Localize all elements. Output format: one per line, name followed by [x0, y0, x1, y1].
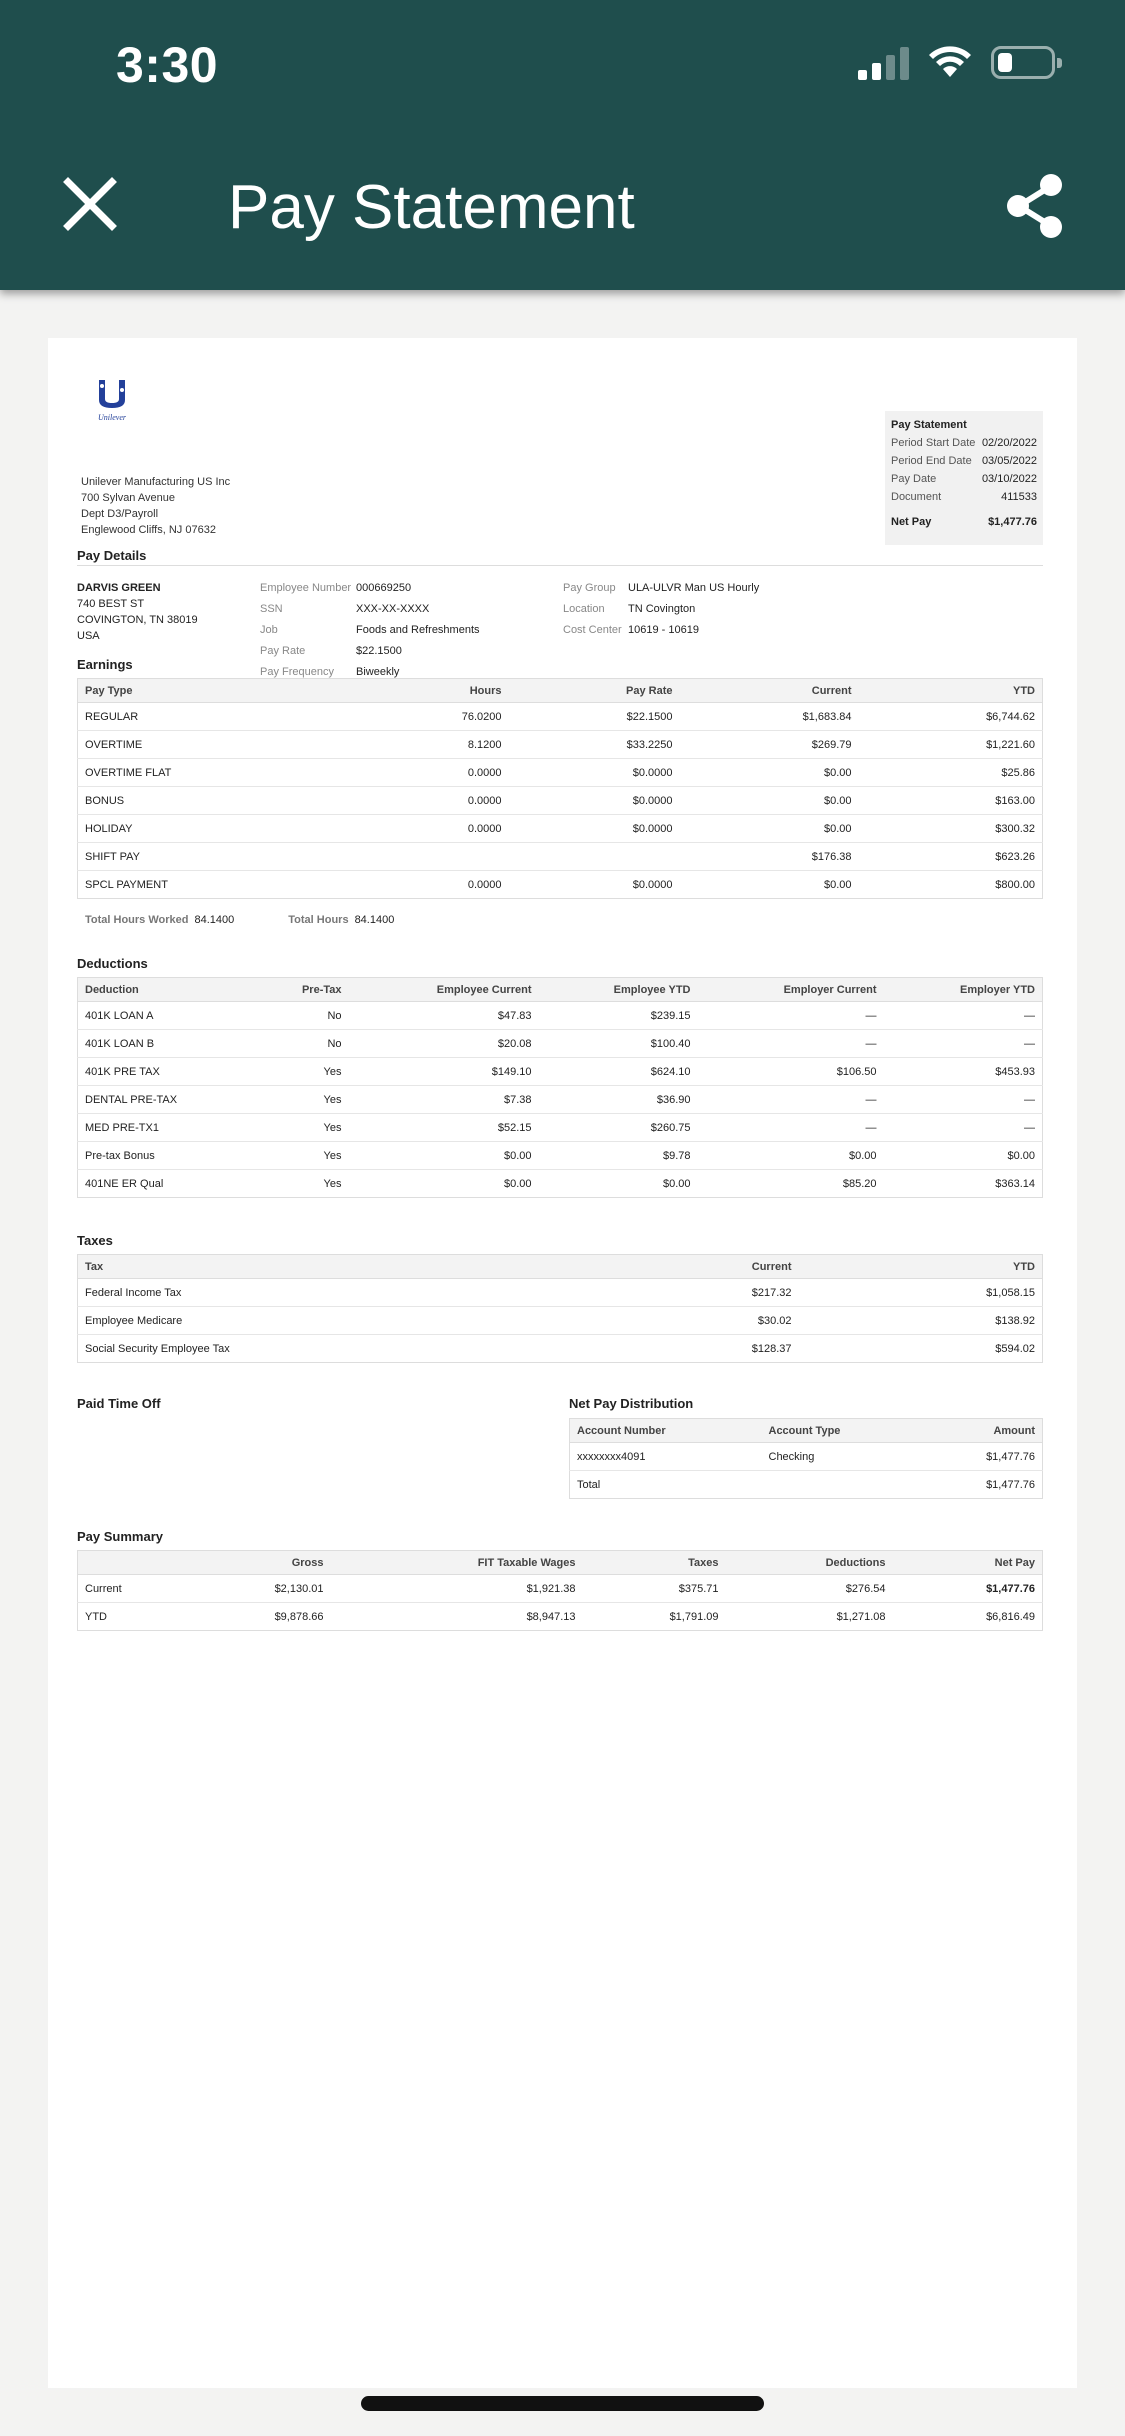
app-header: [0, 0, 1125, 290]
battery-icon: [991, 46, 1055, 79]
table-row: OVERTIME FLAT 0.0000 $0.0000 $0.00 $25.86: [78, 759, 1043, 787]
table-row: SPCL PAYMENT 0.0000 $0.0000 $0.00 $800.00: [85, 878, 1035, 891]
taxes-table: Tax Current YTD Federal Income Tax $217.32 $1,058.15 Employee Medicare $30.02 $138.92 Social Security Employee Tax $128.37 $594.02: [77, 1254, 1043, 1363]
deductions-table: Deduction Pre-Tax Employee Current Employee YTD Employer Current Employer YTD 401K LOAN A No $47.83 $239.15 — — 401K LOAN B No $20.08 $100.40 — — 401K PRE TAX Yes $149.10 $624.10 $106.50 $453.93 DENTAL PRE-TAX Yes $7.38 $36.90 — — MED PRE-TX1 Yes $52.15 $260.75 — — Pre-tax Bonus Yes $0.00 $9.78 $0.00 $0.00 401NE ER Qual Yes $0.00 $0.00 $85.20 $363.14: [77, 977, 1043, 1198]
table-row: Federal Income Tax $217.32 $1,058.15: [78, 1279, 1043, 1307]
table-row: xxxxxxxx4091 Checking $1,477.76: [570, 1443, 1043, 1471]
net-pay-distribution-table: Account Number Account Type Amount xxxxxxxx4091 Checking $1,477.76 Total $1,477.76: [569, 1418, 1043, 1499]
table-row: YTD $9,878.66 $8,947.13 $1,791.09 $1,271.08 $6,816.49: [85, 1610, 1035, 1623]
table-row: REGULAR 76.0200 $22.1500 $1,683.84 $6,744.62: [78, 703, 1043, 731]
earnings-title: Earnings: [77, 657, 133, 672]
home-indicator[interactable]: [361, 2396, 764, 2411]
table-row: Social Security Employee Tax $128.37 $594.02: [85, 1342, 1035, 1355]
employee-address: DARVIS GREEN 740 BEST ST COVINGTON, TN 38019 USA: [77, 582, 198, 642]
statement-summary-box: Pay Statement Period Start Date 02/20/2022 Period End Date 03/05/2022 Pay Date 03/10/2022 Document 411533 Net Pay $1,477.76: [885, 411, 1043, 545]
taxes-title: Taxes: [77, 1233, 113, 1248]
table-row: Pre-tax Bonus Yes $0.00 $9.78 $0.00 $0.00: [78, 1142, 1043, 1170]
pay-summary-table: Gross FIT Taxable Wages Taxes Deductions Net Pay Current $2,130.01 $1,921.38 $375.71 $276.54 $1,477.76 YTD $9,878.66 $8,947.13 $1,791.09 $1,271.08 $6,816.49: [77, 1550, 1043, 1631]
close-icon[interactable]: [62, 176, 118, 232]
table-row: Current $2,130.01 $1,921.38 $375.71 $276.54 $1,477.76: [78, 1575, 1043, 1603]
table-row: 401K LOAN A No $47.83 $239.15 — —: [78, 1002, 1043, 1030]
net-pay-distribution-title: Net Pay Distribution: [569, 1396, 694, 1411]
pay-statement-document: [48, 338, 1077, 2388]
earnings-table: Pay Type Hours Pay Rate Current YTD REGULAR 76.0200 $22.1500 $1,683.84 $6,744.62 OVERTIME 8.1200 $33.2250 $269.79 $1,221.60 OVERTIME FLAT 0.0000 $0.0000 $0.00 $25.86 BONUS 0.0000 $0.0000 $0.00 $163.00 HOLIDAY 0.0000 $0.0000 $0.00 $300.32 SHIFT PAY $176.38 $623.26 SPCL PAYMENT 0.0000 $0.0000 $0.00 $800.00: [77, 678, 1043, 899]
table-row: DENTAL PRE-TAX Yes $7.38 $36.90 — —: [78, 1086, 1043, 1114]
page-title: Pay Statement: [228, 173, 635, 242]
table-row: OVERTIME 8.1200 $33.2250 $269.79 $1,221.60: [78, 731, 1043, 759]
employee-details: Employee Number 000669250 SSN XXX-XX-XXXX Job Foods and Refreshments Pay Rate $22.1500 Pay Frequency Biweekly: [260, 582, 480, 678]
svg-text:Unilever: Unilever: [98, 413, 126, 422]
status-time: 3:30: [116, 37, 219, 93]
table-row: MED PRE-TX1 Yes $52.15 $260.75 — —: [78, 1114, 1043, 1142]
unilever-logo: [87, 378, 137, 424]
share-icon[interactable]: [1003, 172, 1067, 240]
pay-summary-title: Pay Summary: [77, 1529, 163, 1544]
paid-time-off-title: Paid Time Off: [77, 1396, 161, 1411]
table-row: 401K PRE TAX Yes $149.10 $624.10 $106.50 $453.93: [78, 1058, 1043, 1086]
status-icons: [858, 44, 1055, 80]
pay-group-details: Pay Group ULA-ULVR Man US Hourly Location TN Covington Cost Center 10619 - 10619: [563, 582, 760, 636]
table-row: BONUS 0.0000 $0.0000 $0.00 $163.00: [78, 787, 1043, 815]
table-row: 401K LOAN B No $20.08 $100.40 — —: [78, 1030, 1043, 1058]
table-row: SHIFT PAY $176.38 $623.26: [78, 843, 1043, 871]
cellular-signal-icon: [858, 44, 909, 80]
table-row: Total $1,477.76: [577, 1478, 1035, 1491]
pay-details-title: Pay Details: [77, 548, 147, 563]
company-address: Unilever Manufacturing US Inc 700 Sylvan Avenue Dept D3/Payroll Englewood Cliffs, NJ 07632: [81, 476, 231, 536]
table-row: HOLIDAY 0.0000 $0.0000 $0.00 $300.32: [78, 815, 1043, 843]
deductions-title: Deductions: [77, 956, 148, 971]
table-row: 401NE ER Qual Yes $0.00 $0.00 $85.20 $363.14: [85, 1177, 1035, 1190]
hours-totals: Total Hours Worked 84.1400 Total Hours 84.1400: [85, 914, 395, 926]
wifi-icon: [927, 45, 973, 79]
table-row: Employee Medicare $30.02 $138.92: [78, 1307, 1043, 1335]
